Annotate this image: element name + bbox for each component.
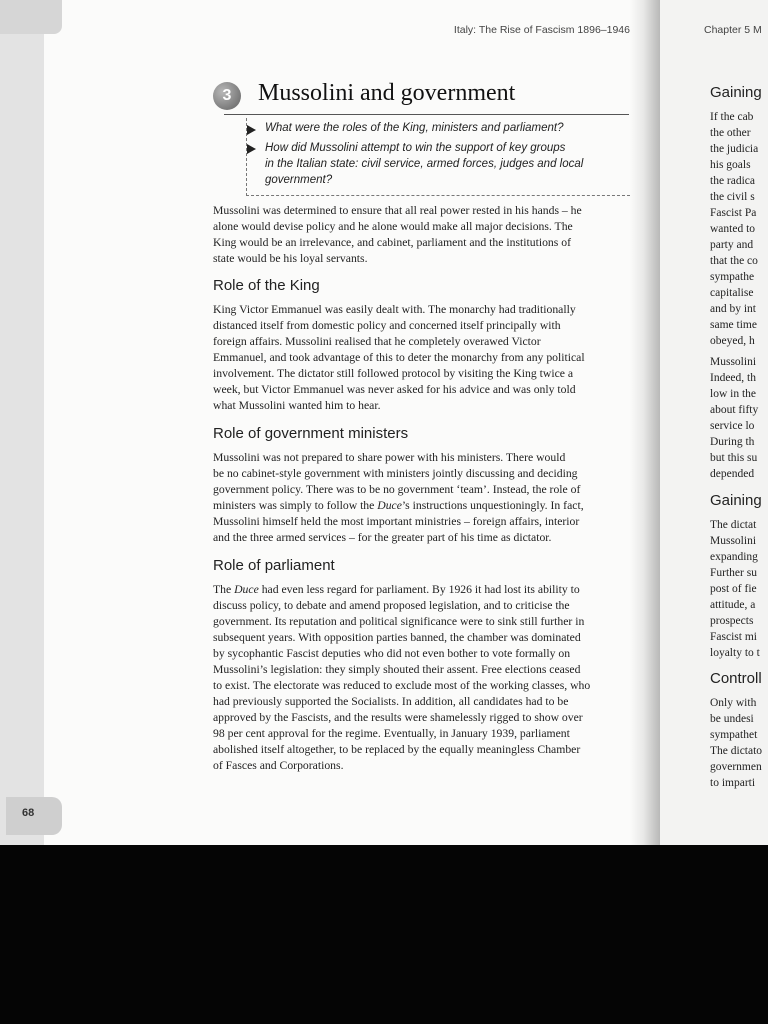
triangle-bullet-icon [247,125,256,135]
right-page-heading-2: Gaining [710,492,762,509]
king-paragraph: King Victor Emmanuel was easily dealt with. The monarchy had traditionally distanced itself from domestic policy and concerned itself principally with foreign affairs. Mussolini realised that he completely overawed Victor Emmanuel, and took advantage of this to deter the monarchy from any political involvement. The dictator still followed protocol by visiting the King twice a week, but Victor Emmanuel was never asked for his advice and was only told what Mussolini wanted him to hear. [213,303,585,412]
section-title: Mussolini and government [258,80,516,106]
heading-role-of-ministers: Role of government ministers [213,425,409,442]
triangle-bullet-icon [247,144,256,154]
section-number-badge: 3 [213,82,241,110]
intro-paragraph: Mussolini was determined to ensure that all real power rested in his hands – he alone would devise policy and he alone would make all major decisions. The King would be an irrelevance, and cabinet, parliament and the institutions of state would be his loyal servants. [213,204,582,265]
book-gutter [630,0,660,845]
left-margin-strip [0,0,44,845]
title-rule [224,114,629,115]
running-head: Italy: The Rise of Fascism 1896–1946 [453,24,630,36]
corner-tab [0,0,62,34]
right-page-block-4: Only with be undesi sympathet The dictato governmen to imparti [710,697,763,789]
right-page-block-2: Mussolini Indeed, th low in the about fifty service lo During th but this su depended [710,356,759,480]
focus-question-1: What were the roles of the King, ministers and parliament? [265,122,564,134]
heading-role-of-king: Role of the King [213,277,320,294]
focus-question-2: How did Mussolini attempt to win the support of key groups in the Italian state: civil service, armed forces, judges and local government? [265,142,584,186]
right-page-block-1: If the cab the other the judicia his goals the radica the civil s Fascist Pa wanted to party and that the co sympathe capitalise and by int same time obeyed, h [710,111,759,347]
parliament-paragraph: The Duce had even less regard for parliament. By 1926 it had lost its ability to discuss policy, to debate and amend proposed legislation, and to criticise the government. Its reputation and political significance were to sink still further in subsequent years. With opposition parties banned, the chamber was dominated by sycophantic Fascist deputies who did not even bother to vote formally on Mussolini’s legislation: they simply shouted their assent. Free elections ceased to exist. The electorate was reduced to exclude most of the working classes, who had previously supported the Socialists. In addition, all candidates had to be approved by the Fascists, and the results were shamelessly rigged to show over 98 per cent approval for the regime. Eventually, in January 1939, parliament abolished itself altogether, to be replaced by the equally meaningless Chamber of Fasces and Corporations. [213,583,591,772]
heading-role-of-parliament: Role of parliament [213,557,335,574]
right-page-block-3: The dictat Mussolini expanding Further su post of fie attitude, a prospects Fascist mi loyalty to t [710,519,760,659]
right-page-heading-3: Controll [710,670,762,687]
right-page-heading-1: Gaining [710,84,762,101]
ministers-paragraph: Mussolini was not prepared to share power with his ministers. There would be no cabinet-style government with ministers jointly discussing and deciding government policy. There was to be no government ‘team’. Instead, the role of ministers was simply to follow the Duce’s instructions unquestioningly. In fact, Mussolini himself held the most important ministries – foreign affairs, interior and the three armed services – for the greater part of his time as dictator. [213,451,584,544]
scanner-background [0,845,768,1024]
page-number: 68 [22,807,35,819]
running-head-right: Chapter 5 M [704,24,762,36]
